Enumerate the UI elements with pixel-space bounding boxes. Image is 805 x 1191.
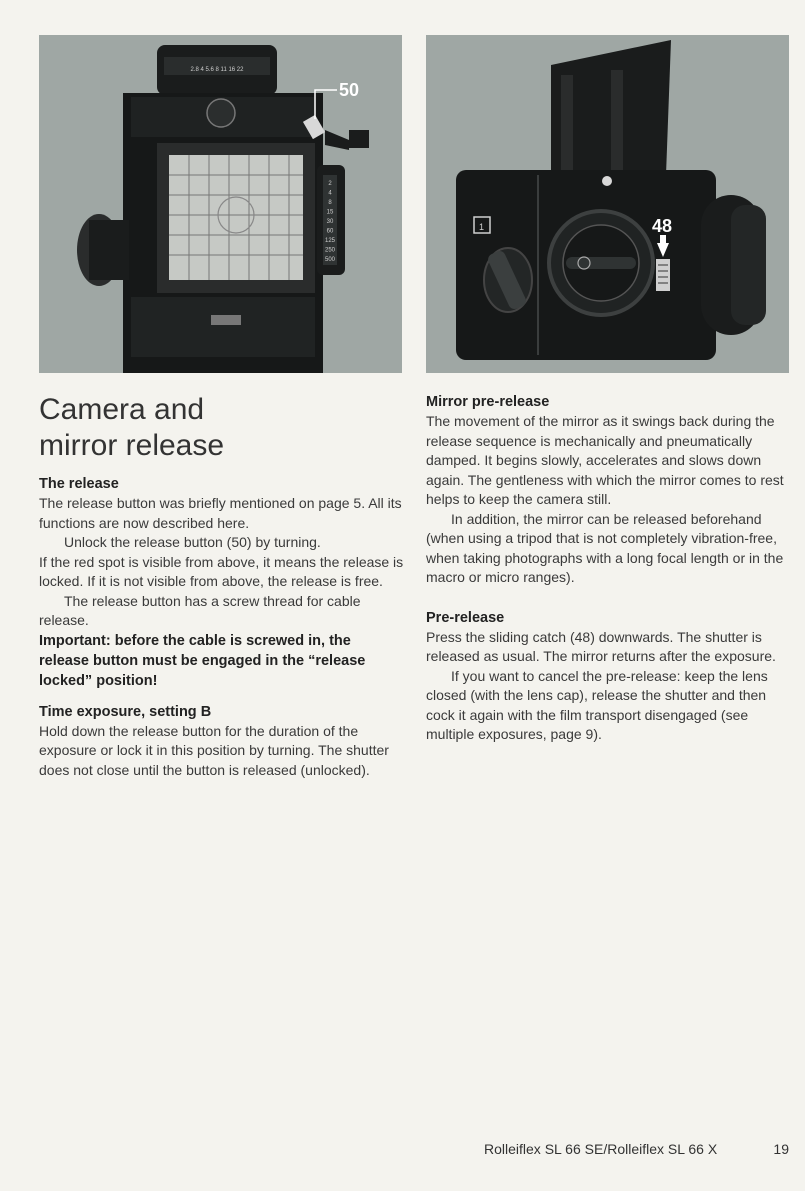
shutter-speed-label: 2: [328, 181, 332, 187]
release-heading: The release: [39, 476, 119, 492]
camera-top-illustration: [39, 35, 402, 373]
left-column: [39, 392, 404, 780]
camera-side-illustration: [426, 35, 789, 373]
mirror-paragraph-1: The movement of the mirror as it swings back during the release sequence is mechanically and pneumatically damped. It begins slowly, accelerates and slows down again. The gentleness with which the mirror comes to rest helps to keep the camera still.: [426, 413, 784, 507]
shutter-speed-label: 4: [328, 190, 332, 197]
time-exposure-paragraph: Hold down the release button for the duration of the exposure or lock it in this position by turning. The shutter does not close until the button is released (unlocked).: [39, 722, 389, 778]
finder-mark: 1: [479, 222, 485, 232]
prerelease-paragraph-2: If you want to cancel the pre-release: keep the lens closed (with the lens cap), release the shutter and then cock it again with the film transport disengaged (see multiple exposures, page 9).: [426, 667, 768, 742]
prerelease-paragraph-1: Press the sliding catch (48) downwards. The shutter is released as usual. The mirror returns after the exposure.: [426, 628, 776, 664]
mirror-prerelease-heading: Mirror pre-release: [426, 394, 550, 410]
shutter-speed-label: 250: [324, 247, 336, 254]
shutter-speed-label: 60: [326, 228, 334, 235]
callout-48: 48: [652, 216, 673, 236]
camera-side-photo: [426, 35, 789, 373]
sliding-catch-icon: [656, 259, 670, 291]
callout-50: 50: [339, 80, 360, 100]
page-number: 19: [773, 1141, 789, 1157]
prerelease-heading: Pre-release: [426, 609, 505, 626]
shutter-speed-label: 30: [326, 219, 334, 225]
important-note: Important: before the cable is screwed in, the release button must be engaged in the “release locked” position!: [39, 632, 366, 689]
dial-icon: [207, 99, 235, 127]
shutter-speed-label: 500: [324, 257, 336, 263]
page-title: Camera and mirror release: [39, 393, 225, 462]
time-exposure-heading: Time exposure, setting B: [39, 703, 212, 720]
right-column: [426, 392, 791, 745]
shutter-speed-label: 15: [326, 209, 334, 216]
shutter-speed-label: 125: [324, 238, 336, 244]
release-paragraph-3: If the red spot is visible from above, it means the release is locked. If it is not visible from above, the release is free.: [39, 553, 404, 589]
lens-aperture-scale: 2.8 4 5.6 8 11 16 22: [190, 67, 244, 73]
shutter-speed-label: 8: [328, 200, 332, 206]
release-paragraph-4: The release button has a screw thread for cable release.: [39, 592, 361, 628]
footer-product: Rolleiflex SL 66 SE/Rolleiflex SL 66 X: [484, 1141, 718, 1157]
page-footer: [484, 1141, 789, 1157]
mirror-paragraph-2: In addition, the mirror can be released beforehand (when using a tripod that is not completely vibration-free, when taking photographs with a long focal length or in the macro or micro ranges).: [426, 510, 784, 585]
camera-top-photo: [39, 35, 402, 373]
release-paragraph-2: Unlock the release button (50) by turning.: [64, 534, 321, 550]
release-paragraph-1: The release button was briefly mentioned on page 5. All its functions are now described here.: [39, 495, 402, 531]
